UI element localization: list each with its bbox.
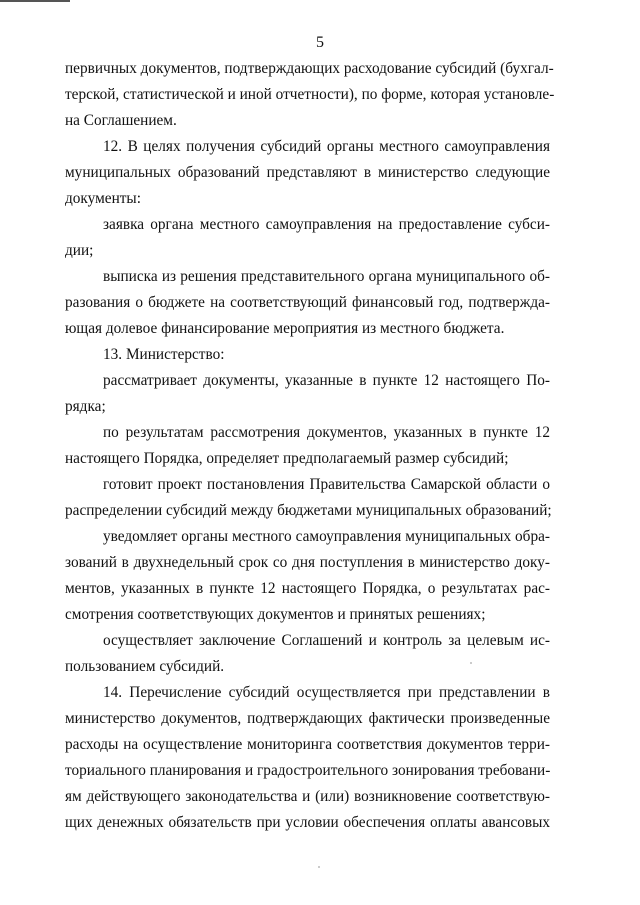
text-line: 14. Перечисление субсидий осуществляется при представлении в bbox=[103, 684, 550, 701]
text-line: щих денежных обязательств при условии обеспечения оплаты авансовых bbox=[65, 814, 550, 831]
text-line: уведомляет органы местного самоуправления муниципальных обра- bbox=[103, 528, 550, 545]
text-line: терской, статистической и иной отчетности), по форме, которая установле- bbox=[65, 86, 555, 103]
text-line: на Соглашением. bbox=[65, 112, 177, 129]
text-line: пользованием субсидий. bbox=[65, 658, 225, 675]
text-line: разования о бюджете на соответствующий финансовый год, подтвержда- bbox=[65, 294, 550, 311]
text-line: рядка; bbox=[65, 398, 106, 415]
text-line: муниципальных образований представляют в министерство следующие bbox=[65, 164, 550, 181]
text-line: по результатам рассмотрения документов, указанных в пункте 12 bbox=[103, 424, 550, 441]
text-line: дии; bbox=[65, 242, 94, 259]
text-line: зований в двухнедельный срок со дня поступления в министерство доку- bbox=[65, 554, 550, 571]
text-line: распределении субсидий между бюджетами муниципальных образований; bbox=[65, 502, 552, 519]
scan-speck bbox=[470, 662, 472, 664]
text-line: ям действующего законодательства и (или) возникновение соответствую- bbox=[65, 788, 550, 805]
text-line: осуществляет заключение Соглашений и контроль за целевым ис- bbox=[103, 632, 550, 649]
scan-edge-mark bbox=[0, 0, 70, 2]
text-line: документы: bbox=[65, 190, 141, 207]
text-line: министерство документов, подтверждающих фактически произведенные bbox=[65, 710, 550, 727]
text-line: первичных документов, подтверждающих расходование субсидий (бухгал- bbox=[65, 60, 554, 77]
text-line: готовит проект постановления Правительства Самарской области о bbox=[103, 476, 550, 493]
scan-speck bbox=[318, 866, 320, 868]
text-line: настоящего Порядка, определяет предполагаемый размер субсидий; bbox=[65, 450, 509, 467]
text-line: ющая долевое финансирование мероприятия из местного бюджета. bbox=[65, 320, 505, 337]
page-number: 5 bbox=[316, 34, 324, 51]
text-line: выписка из решения представительного органа муниципального об- bbox=[103, 268, 550, 285]
text-line: смотрения соответствующих документов и принятых решениях; bbox=[65, 606, 486, 623]
text-line: ториального планирования и градостроительного зонирования требовани- bbox=[65, 762, 551, 779]
text-line: рассматривает документы, указанные в пункте 12 настоящего По- bbox=[103, 372, 550, 389]
text-line: 12. В целях получения субсидий органы местного самоуправления bbox=[103, 138, 550, 155]
text-line: ментов, указанных в пункте 12 настоящего Порядка, о результатах рас- bbox=[65, 580, 550, 597]
text-line: расходы на осуществление мониторинга соответствия документов терри- bbox=[65, 736, 550, 753]
text-line: 13. Министерство: bbox=[103, 346, 225, 363]
text-line: заявка органа местного самоуправления на предоставление субси- bbox=[103, 216, 550, 233]
